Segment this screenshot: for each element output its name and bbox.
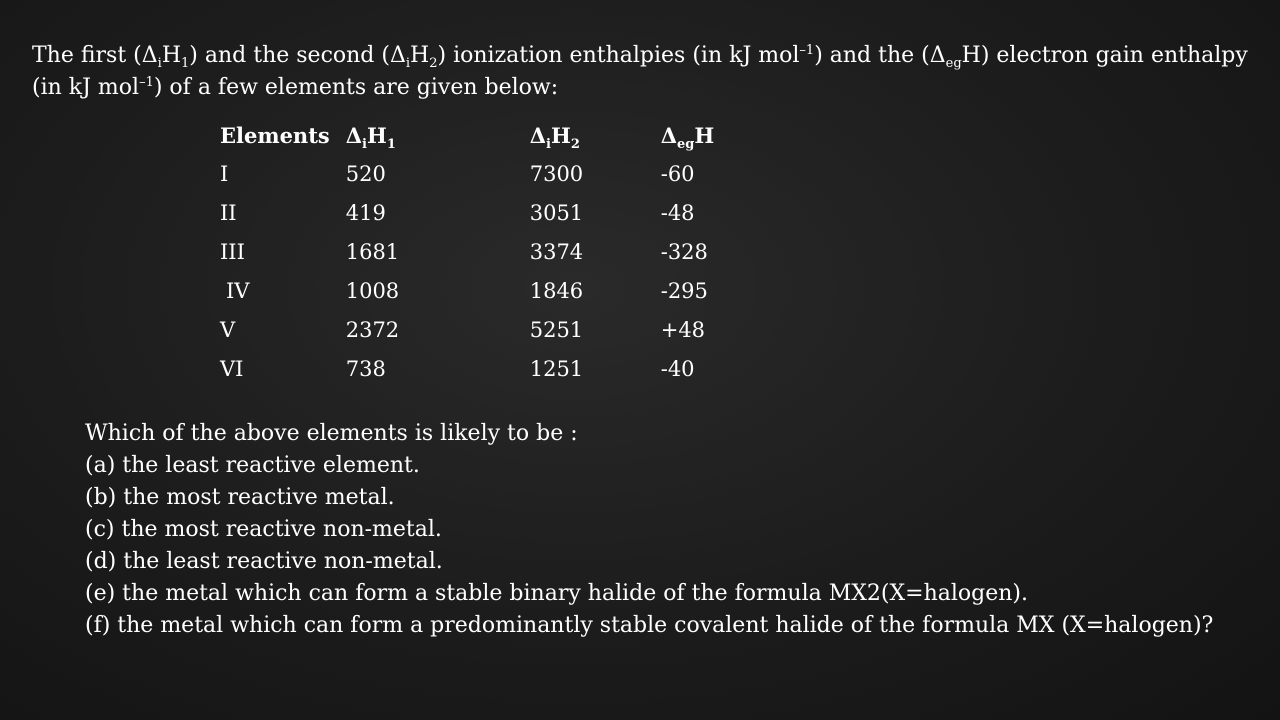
question-item: (d) the least reactive non-metal.: [85, 549, 443, 574]
cell-electron-gain: -328: [660, 239, 708, 264]
table-row: [212, 193, 749, 232]
cell-second-ionization: 3374: [529, 239, 584, 264]
question-lead: Which of the above elements is likely to be :: [85, 421, 578, 446]
cell-second-ionization: 1251: [529, 356, 584, 381]
table-row: [212, 349, 749, 388]
subscript-i: i: [546, 136, 551, 152]
intro-text-5: H) electron gain enthalpy (in kJ mol: [32, 43, 1248, 100]
enthalpy-symbol: H: [694, 122, 715, 148]
header-second-ionization: [522, 116, 653, 154]
superscript-neg1: –1: [799, 43, 815, 58]
table-row: [212, 154, 749, 193]
subscript-2: 2: [570, 136, 580, 152]
subscript-i: i: [362, 136, 367, 152]
enthalpy-table: [212, 116, 749, 388]
cell-first-ionization: 2372: [345, 317, 400, 342]
delta-symbol: Δ: [141, 43, 158, 68]
cell-element: VI: [220, 356, 244, 381]
enthalpy-symbol: H: [366, 122, 387, 148]
cell-first-ionization: 419: [345, 200, 386, 225]
intro-text-6: ) of a few elements are given below:: [153, 75, 559, 100]
subscript-2: 2: [429, 56, 438, 71]
delta-symbol: Δ: [529, 122, 547, 148]
cell-first-ionization: 1681: [345, 239, 400, 264]
intro-text-1: The first (: [32, 43, 142, 68]
table-row: [212, 310, 749, 349]
enthalpy-symbol: H: [161, 43, 182, 68]
table-row: [212, 232, 749, 271]
enthalpy-symbol: H: [550, 122, 571, 148]
superscript-neg1: –1: [139, 75, 154, 90]
intro-paragraph: [32, 40, 1257, 104]
question-list: [85, 418, 1213, 642]
cell-element: II: [220, 200, 237, 225]
delta-symbol: Δ: [345, 122, 363, 148]
cell-element: III: [220, 239, 245, 264]
table-header-row: [212, 116, 749, 154]
header-electron-gain: [653, 116, 749, 154]
header-elements: Elements: [220, 122, 330, 148]
question-item: (b) the most reactive metal.: [85, 485, 395, 510]
cell-first-ionization: 1008: [345, 278, 400, 303]
cell-element-text: IV: [226, 278, 250, 303]
subscript-1: 1: [181, 56, 190, 71]
question-item: (e) the metal which can form a stable binary halide of the formula MX2(X=halogen).: [85, 581, 1028, 606]
cell-element: I: [220, 161, 229, 186]
cell-first-ionization: 520: [345, 161, 386, 186]
subscript-eg: eg: [677, 136, 695, 152]
cell-second-ionization: 5251: [529, 317, 584, 342]
intro-text-3: ) ionization enthalpies (in kJ mol: [437, 43, 800, 68]
cell-second-ionization: 1846: [529, 278, 584, 303]
cell-electron-gain: -40: [660, 356, 695, 381]
cell-electron-gain: -60: [660, 161, 695, 186]
cell-element: [212, 271, 338, 310]
delta-symbol: Δ: [660, 122, 678, 148]
question-item: (c) the most reactive non-metal.: [85, 517, 442, 542]
header-first-ionization: [338, 116, 522, 154]
cell-second-ionization: 3051: [529, 200, 584, 225]
cell-second-ionization: 7300: [529, 161, 584, 186]
table-row: [212, 271, 749, 310]
subscript-i: i: [157, 56, 162, 71]
question-item: (a) the least reactive element.: [85, 453, 420, 478]
enthalpy-symbol: H: [410, 43, 430, 68]
cell-first-ionization: 738: [345, 356, 386, 381]
subscript-1: 1: [386, 136, 396, 152]
question-item: (f) the metal which can form a predominantly stable covalent halide of the formula MX (X=halogen)?: [85, 613, 1214, 638]
cell-element: V: [220, 317, 236, 342]
cell-electron-gain: -295: [660, 278, 708, 303]
intro-text-2: ) and the second (: [189, 43, 390, 68]
subscript-i: i: [405, 56, 411, 71]
cell-electron-gain: +48: [660, 317, 706, 342]
intro-text-4: ) and the (: [814, 43, 930, 68]
delta-symbol: Δ: [389, 43, 406, 68]
cell-electron-gain: -48: [660, 200, 695, 225]
delta-symbol: Δ: [929, 43, 946, 68]
subscript-eg: eg: [945, 56, 962, 71]
